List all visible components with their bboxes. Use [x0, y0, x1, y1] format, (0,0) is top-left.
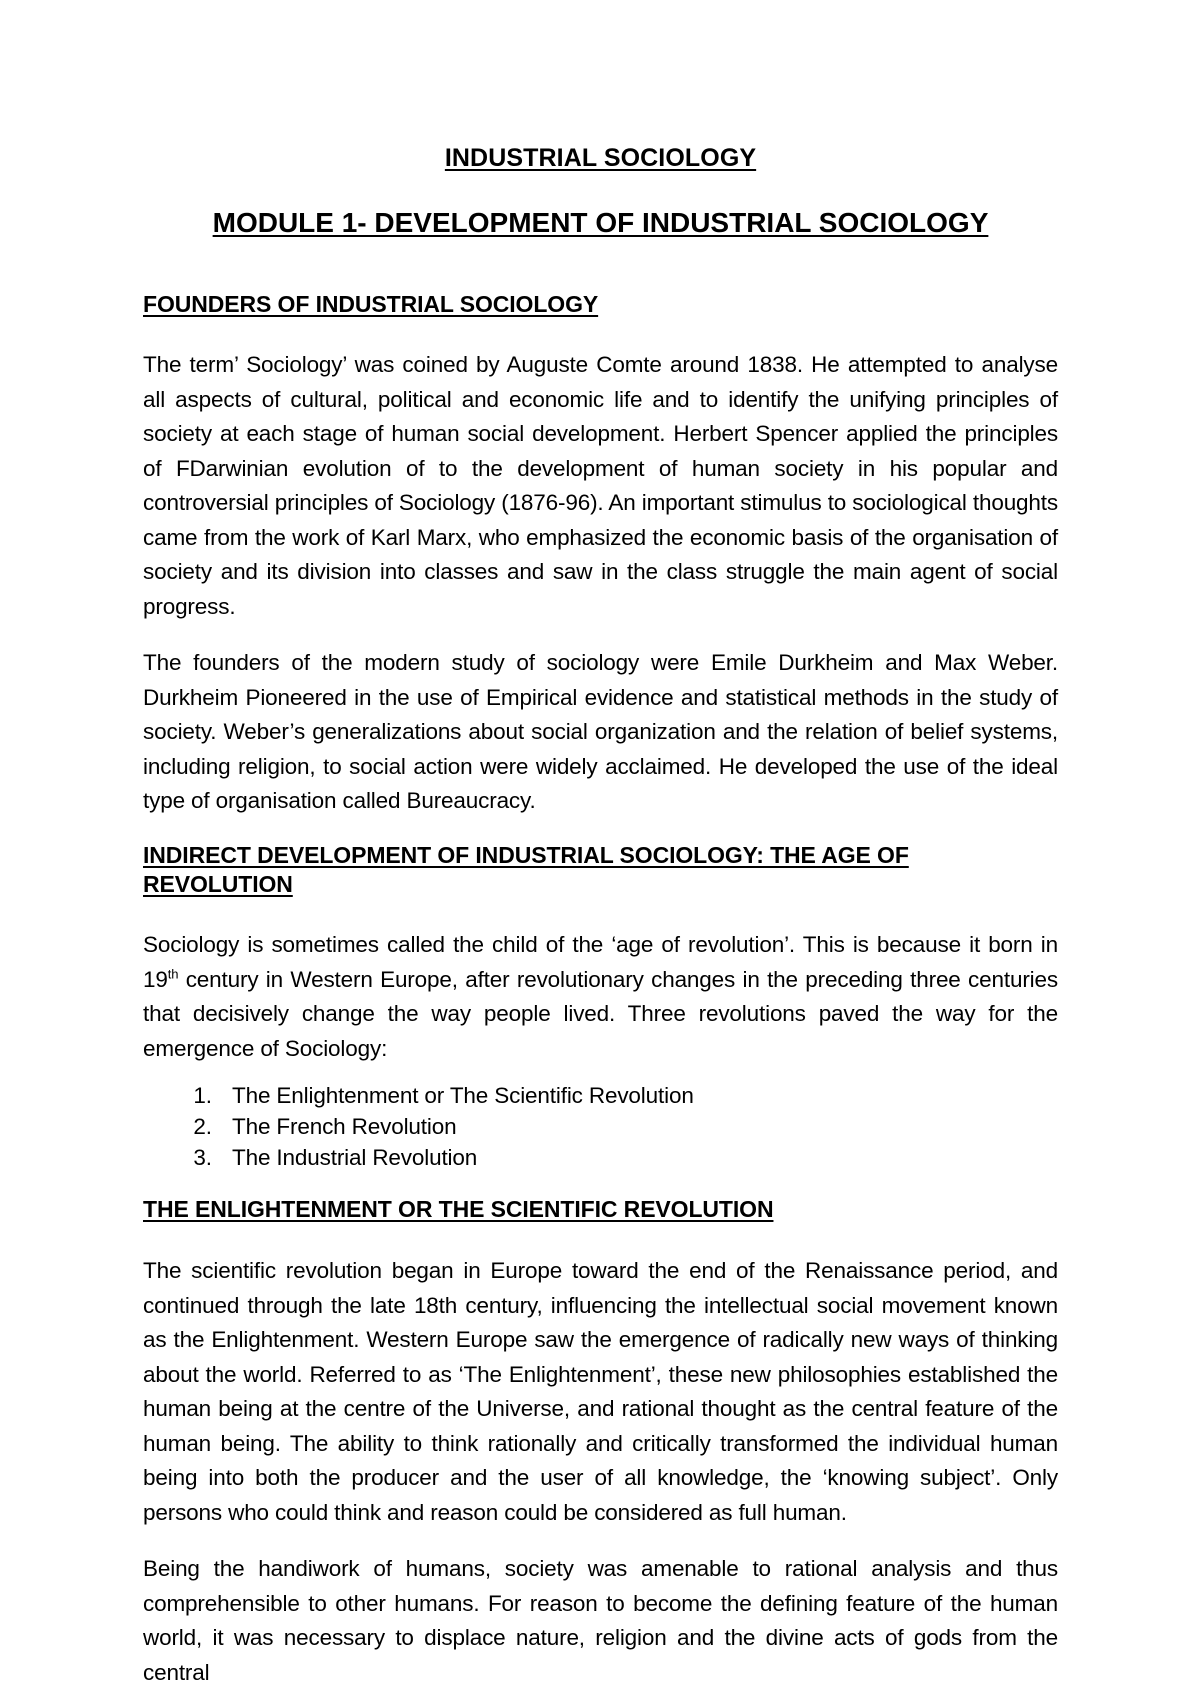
- paragraph-text-part-a: Sociology is sometimes called the child of the ‘age of revolution’. This is because it born in 19: [143, 932, 1058, 992]
- heading-indirect-development: [143, 841, 1058, 899]
- spacer: [143, 318, 1058, 348]
- spacer: [143, 240, 1058, 290]
- list-item: 1. The Enlightenment or The Scientific Revolution: [218, 1080, 1058, 1111]
- heading-founders: [143, 290, 1058, 319]
- paragraph-enlightenment-1: The scientific revolution began in Europe toward the end of the Renaissance period, and continued through the late 18th century, influencing the intellectual social movement known as the Enlightenment. Western Europe saw the emergence of radically new ways of thinking about the world. Referred to as ‘The Enlightenment’, these new philosophies established the human being at the centre of the Universe, and rational thought as the central feature of the human being. The ability to think rationally and critically transformed the individual human being into both the producer and the user of all knowledge, the ‘knowing subject’. Only persons who could think and reason could be considered as full human.: [143, 1258, 1058, 1525]
- spacer: [143, 898, 1058, 928]
- document-title: [143, 143, 1058, 175]
- document-content: [143, 143, 1058, 1690]
- module-title-text: MODULE 1- DEVELOPMENT OF INDUSTRIAL SOCIOLOGY: [212, 206, 989, 238]
- spacer: [143, 819, 1058, 841]
- spacer: [143, 1066, 1058, 1080]
- heading-indirect-development-text: INDIRECT DEVELOPMENT OF INDUSTRIAL SOCIOLOGY: THE AGE OF REVOLUTION: [143, 841, 909, 897]
- list-item: 2. The French Revolution: [218, 1111, 1058, 1142]
- spacer: [143, 1530, 1058, 1552]
- paragraph-founders-1: The term’ Sociology’ was coined by Auguste Comte around 1838. He attempted to analyse all aspects of cultural, political and economic life and to identify the unifying principles of society at each stage of human social development. Herbert Spencer applied the principles of FDarwinian evolution of to the development of human society in his popular and controversial principles of Sociology (1876-96). An important stimulus to sociological thoughts came from the work of Karl Marx, who emphasized the economic basis of the organisation of society and its division into classes and saw in the class struggle the main agent of social progress.: [143, 352, 1058, 619]
- heading-founders-text: FOUNDERS OF INDUSTRIAL SOCIOLOGY: [143, 290, 599, 317]
- heading-enlightenment-text: THE ENLIGHTENMENT OR THE SCIENTIFIC REVOLUTION: [143, 1196, 774, 1223]
- ordinal-suffix: th: [167, 966, 179, 982]
- module-title: [143, 206, 1058, 240]
- paragraph-text-part-b: century in Western Europe, after revolutionary changes in the preceding three centuries that decisively change the way people lived. Three revolutions paved the way for the emergence of Sociology:: [143, 966, 1058, 1061]
- paragraph-enlightenment-2: Being the handiwork of humans, society was amenable to rational analysis and thus comprehensible to other humans. For reason to become the defining feature of the human world, it was necessary to displace nature, religion and the divine acts of gods from the central: [143, 1556, 1058, 1685]
- paragraph-founders-2: The founders of the modern study of sociology were Emile Durkheim and Max Weber. Durkheim Pioneered in the use of Empirical evidence and statistical methods in the study of society. Weber’s generalizations about social organization and the relation of belief systems, including religion, to social action were widely acclaimed. He developed the use of the ideal type of organisation called Bureaucracy.: [143, 650, 1058, 814]
- list-item: 3. The Industrial Revolution: [218, 1142, 1058, 1173]
- spacer: [143, 1224, 1058, 1254]
- document-title-text: INDUSTRIAL SOCIOLOGY: [444, 144, 757, 172]
- revolutions-list: [143, 1080, 1058, 1173]
- heading-enlightenment: [143, 1195, 1058, 1224]
- spacer: [143, 1173, 1058, 1195]
- spacer: [143, 624, 1058, 646]
- paragraph-indirect-development-1: [143, 928, 1058, 1066]
